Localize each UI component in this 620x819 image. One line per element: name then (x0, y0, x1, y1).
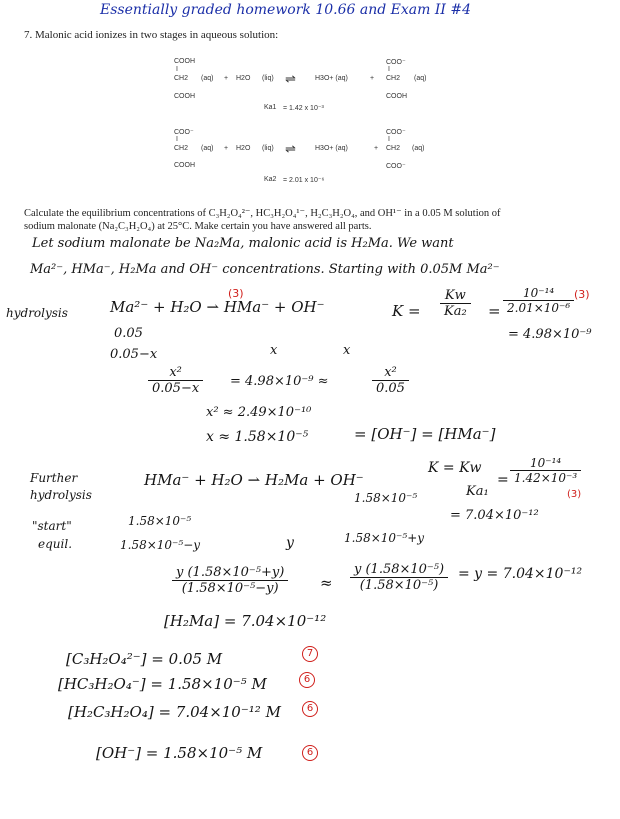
r2-ka-label: Ka2 (264, 176, 277, 183)
answer-score-circle: 6 (302, 701, 318, 717)
r2-reactant-aq: (aq) (201, 145, 214, 152)
answer-text: [OH⁻] = 1.58×10⁻⁵ M (96, 744, 263, 762)
equil-hma: 1.58×10⁻⁵−y (120, 538, 201, 552)
r2-liq: (liq) (262, 145, 274, 152)
r2-product-mid: CH2 (386, 145, 401, 152)
equil-label: equil. (38, 537, 73, 551)
kw-value: 10⁻¹⁴ (503, 286, 574, 301)
approx-fraction (372, 365, 409, 396)
y-approx-denominator: (1.58×10⁻⁵) (359, 578, 439, 593)
frac-numerator: x² (148, 365, 203, 381)
r1-product-aq: (aq) (414, 75, 427, 82)
r2-reactant-bond: I (176, 136, 178, 143)
r1-ka-label: Ka1 (264, 104, 277, 111)
answer-score-circle: 6 (299, 672, 315, 688)
k2-numerator: 10⁻¹⁴ (510, 456, 581, 471)
equil-h2ma: y (286, 535, 294, 551)
ka2-text: Ka₂ (444, 304, 467, 319)
x-hma: x (270, 343, 278, 358)
hydrolysis-score: (3) (228, 287, 244, 300)
y-approx-sign: ≈ (320, 574, 333, 592)
intro-line-2: Ma²⁻, HMa⁻, H₂Ma and OH⁻ concentrations. Starting with 0.05M Ma²⁻ (30, 262, 500, 277)
k2-ka1: Ka₁ (466, 484, 489, 499)
r2-product-bond: I (388, 136, 390, 143)
further-equation: HMa⁻ + H₂O ⇀ H₂Ma + OH⁻ (144, 471, 364, 489)
r1-product-bond: I (388, 66, 390, 73)
further-hydrolysis-label: Further hydrolysis (30, 471, 92, 502)
oh-equals-hma: = [OH⁻] = [HMa⁻] (354, 425, 496, 443)
r1-reactant-bottom: COOH (174, 93, 195, 100)
answer-text: [H₂C₃H₂O₄] = 7.04×10⁻¹² M (68, 703, 281, 721)
equil-oh: 1.58×10⁻⁵+y (344, 531, 425, 545)
y-approx-numerator: y (1.58×10⁻⁵) (350, 562, 448, 578)
r2-reactant-bottom: COOH (174, 162, 195, 169)
r1-plus-1: + (224, 75, 229, 82)
frac-value: = 4.98×10⁻⁹ ≈ (230, 374, 329, 389)
question-line-2: sodium malonate (Na₂C₃H₂O₄) at 25°C. Make certain you have answered all parts. (24, 221, 372, 232)
problem-number-text: 7. Malonic acid ionizes in two stages in aqueous solution: (24, 29, 279, 41)
r2-plus-1: + (224, 145, 229, 152)
y-expression-numerator: y (1.58×10⁻⁵+y) (172, 565, 288, 581)
k-expression: K = (392, 302, 421, 320)
k-result: = 4.98×10⁻⁹ (508, 327, 592, 342)
r1-reactant-mid: CH2 (174, 75, 189, 82)
equilibrium-concentration: 0.05−x (110, 347, 158, 362)
y-expression-denominator: (1.58×10⁻⁵−y) (181, 581, 279, 596)
x-value: x ≈ 1.58×10⁻⁵ (206, 429, 309, 445)
k-score: (3) (574, 288, 590, 301)
r1-ka-value: = 1.42 x 10⁻³ (283, 105, 324, 112)
ka2-value: 2.01×10⁻⁶ (507, 301, 571, 315)
question-line-1: Calculate the equilibrium concentrations of C₃H₂O₄²⁻, HC₃H₂O₄¹⁻, H₂C₃H₂O₄, and OH¹⁻ in a 0.05 M solution of (24, 208, 501, 219)
k2-denominator: 1.42×10⁻³ (514, 471, 578, 485)
k2-score: (3) (567, 489, 582, 500)
r2-plus-2: + (374, 145, 379, 152)
r2-reactant-top: COO⁻ (174, 129, 194, 136)
start-label: "start" (32, 519, 72, 533)
initial-concentration: 0.05 (114, 326, 143, 341)
hydrolysis-label: hydrolysis (6, 306, 68, 320)
r2-product-top: COO⁻ (386, 129, 406, 136)
page-title: Essentially graded homework 10.66 and Exam II #4 (100, 2, 471, 18)
answer-score-circle: 6 (302, 745, 318, 761)
approx-numerator: x² (372, 365, 409, 381)
r1-product-mid: CH2 (386, 75, 401, 82)
k2-fraction (510, 456, 581, 485)
kw-text: Kw (440, 288, 471, 304)
y-result: = y = 7.04×10⁻¹² (458, 566, 583, 582)
r1-reactant-bond: I (176, 66, 178, 73)
r1-liq: (liq) (262, 75, 274, 82)
k-fraction-kw (440, 288, 471, 319)
x-oh: x (343, 343, 351, 358)
intro-line-1: Let sodium malonate be Na₂Ma, malonic acid is H₂Ma. We want (32, 236, 454, 251)
r1-reactant-top: COOH (174, 58, 195, 65)
r2-ka-value: = 2.01 x 10⁻⁶ (283, 177, 325, 184)
r1-plus-2: + (370, 75, 375, 82)
answer-text: [HC₃H₂O₄⁻] = 1.58×10⁻⁵ M (58, 675, 267, 693)
answer-score-circle: 7 (302, 646, 318, 662)
r1-product-top: COO⁻ (386, 59, 406, 66)
k-equals: = (488, 302, 501, 320)
r1-reactant-aq: (aq) (201, 75, 214, 82)
r2-hydronium: H3O+ (aq) (315, 145, 348, 152)
start-hma: 1.58×10⁻⁵ (128, 514, 192, 528)
k2-result: = 7.04×10⁻¹² (450, 508, 539, 523)
r1-product-bottom: COOH (386, 93, 407, 100)
r2-water: H2O (236, 145, 251, 152)
x-squared: x² ≈ 2.49×10⁻¹⁰ (206, 405, 312, 420)
start-oh: 1.58×10⁻⁵ (354, 491, 418, 505)
y-expression-fraction (172, 565, 288, 596)
r1-hydronium: H3O+ (aq) (315, 75, 348, 82)
approx-denominator: 0.05 (376, 381, 405, 396)
frac-denominator: 0.05−x (152, 381, 200, 396)
r1-water: H2O (236, 75, 251, 82)
answer-text: [C₃H₂O₄²⁻] = 0.05 M (66, 650, 223, 668)
equilibrium-fraction (148, 365, 203, 396)
r2-arrow: ⇌ (285, 141, 296, 156)
y-approx-fraction (350, 562, 448, 593)
r1-arrow: ⇌ (285, 71, 296, 86)
r2-reactant-mid: CH2 (174, 145, 189, 152)
r2-product-bottom: COO⁻ (386, 163, 406, 170)
h2ma-result: [H₂Ma] = 7.04×10⁻¹² (164, 612, 327, 630)
k-fraction-values (503, 286, 574, 315)
k2-equals: = (497, 472, 509, 488)
hydrolysis-equation: Ma²⁻ + H₂O ⇀ HMa⁻ + OH⁻ (110, 298, 325, 316)
r2-product-aq: (aq) (412, 145, 425, 152)
k2-expression: K = Kw (428, 460, 482, 476)
